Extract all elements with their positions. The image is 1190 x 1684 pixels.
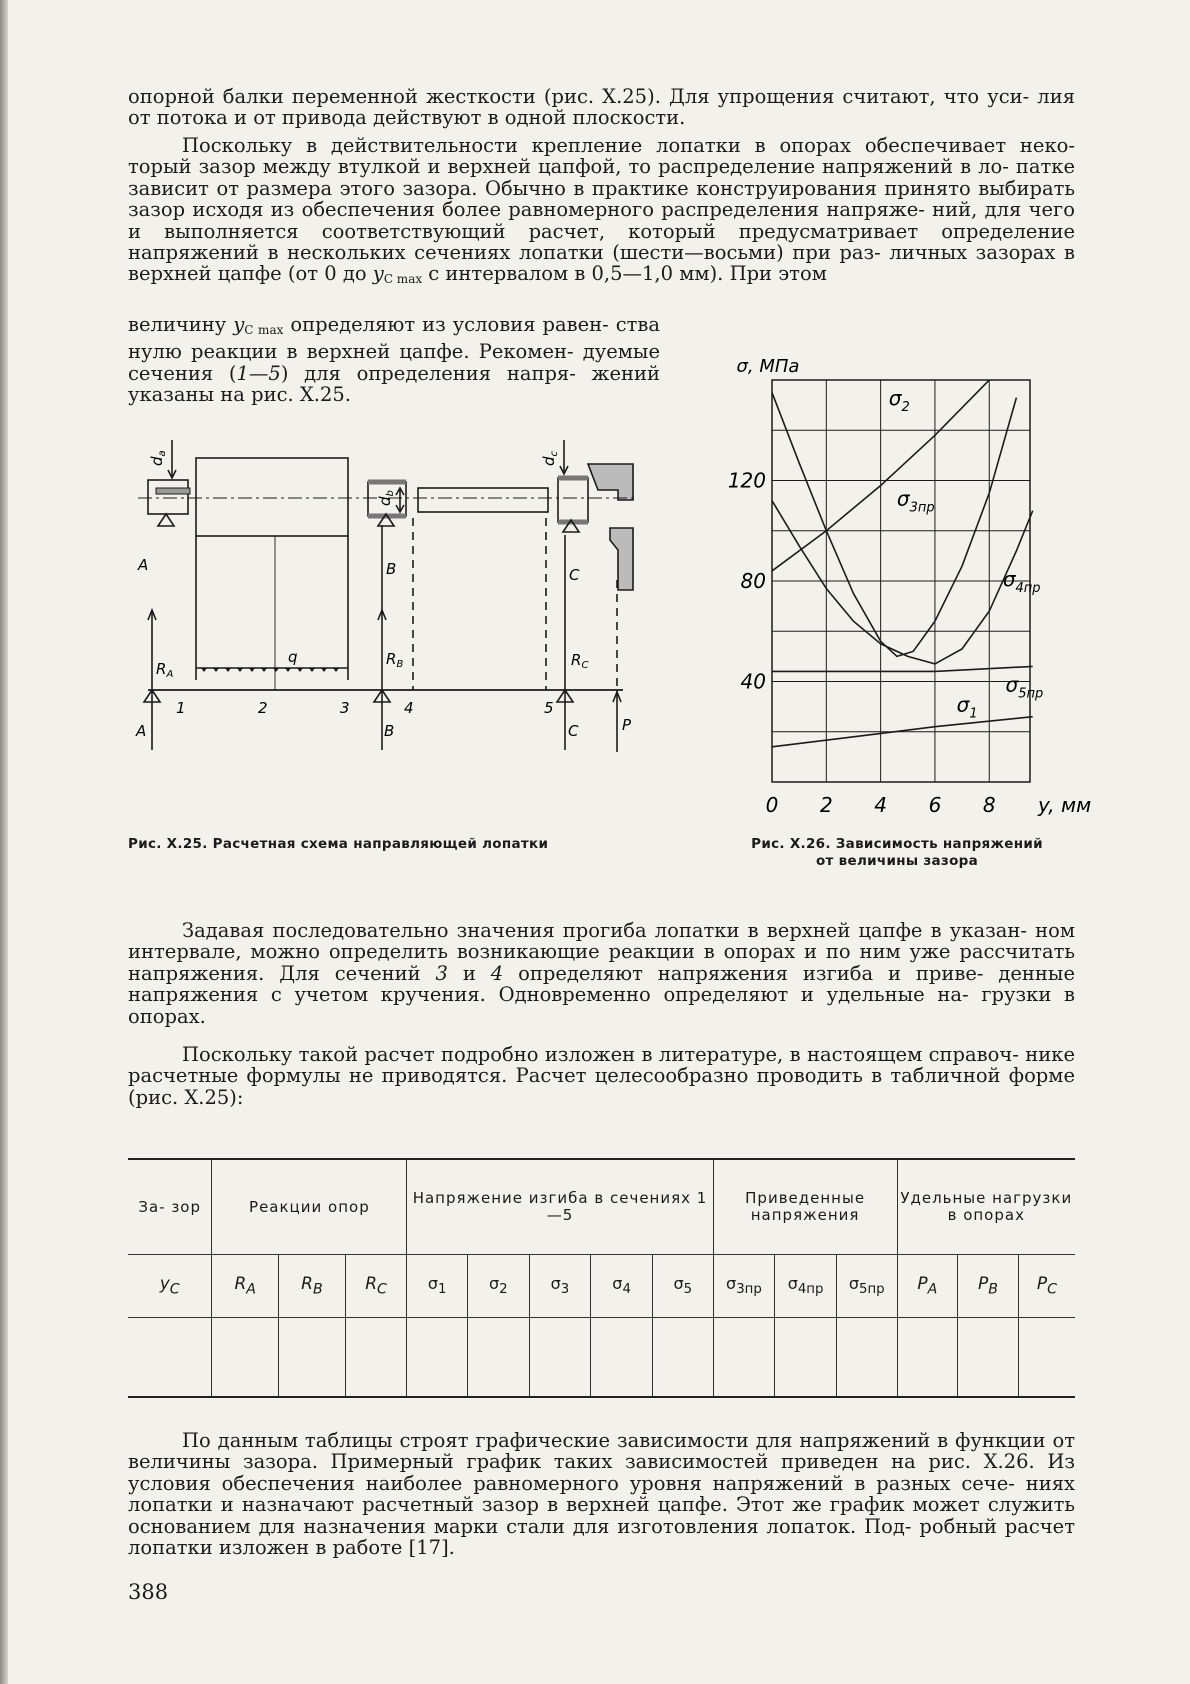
paragraph-3-text-a: величину: [128, 313, 234, 336]
col-pa: $P_A$: [897, 1255, 958, 1318]
col-rc: $R_C$: [345, 1255, 407, 1318]
paragraph-3: [128, 314, 660, 406]
table-cell: [652, 1318, 713, 1398]
paragraph-5: Поскольку такой расчет подробно изложен в литературе, в настоящем справоч- нике расчетные формулы не приводятся. Расчет целесообразно проводить в табличной форме (рис. X.25):: [128, 1043, 1075, 1109]
label-rc: $R_C$: [571, 651, 589, 671]
label-rb: $R_B$: [386, 650, 404, 670]
table-cell: [713, 1318, 775, 1398]
header-bending-stress: Напряжение изгиба в сечениях 1—5: [407, 1159, 713, 1255]
section-5: 5: [544, 699, 554, 717]
col-sigma-4pr: $\sigma_{4пр}$: [775, 1255, 837, 1318]
x-tick-label: 6: [928, 793, 942, 817]
table-group-header-row: [128, 1159, 1075, 1255]
paragraph-6: По данным таблицы строят графические зависимости для напряжений в функции от величины зазора. Примерный график таких зависимостей приведен на рис. X.26. Из условия обеспечения наиболее равномерного уровня напряжений в разных сече- ниях лопатки и назначают расчетный зазор в верхней цапфе. Этот же график может служить основанием для назначения марки стали для изготовления лопаток. Под- робный расчет лопатки изложен в работе [17].: [128, 1429, 1075, 1560]
upper-hub: [588, 464, 633, 500]
table-symbol-row: [128, 1255, 1075, 1318]
caption-fig-x26: [712, 836, 1082, 870]
col-yc: $y_C$: [128, 1255, 212, 1318]
series-label-σ4пр: $\sigma_{4пр}$: [1002, 567, 1041, 597]
section-4: 4: [404, 699, 414, 717]
figure-x25-schematic: [128, 440, 688, 820]
y-tick-label: 40: [740, 669, 766, 694]
series-label-σ1: $\sigma_1$: [956, 692, 978, 722]
section-2: 2: [258, 699, 268, 717]
table-cell: [836, 1318, 897, 1398]
table-cell: [775, 1318, 837, 1398]
label-db: $d_b$: [376, 490, 396, 506]
lower-bushing-hatch: [156, 488, 190, 494]
header-reactions: Реакции опор: [212, 1159, 407, 1255]
x-tick-label: 0: [765, 793, 779, 817]
col-sigma-3: $\sigma_3$: [529, 1255, 591, 1318]
lever-arm: [610, 528, 633, 590]
label-b-bottom: B: [384, 722, 395, 740]
table-cell: [128, 1318, 212, 1398]
table-cell: [897, 1318, 958, 1398]
col-ra: $R_A$: [212, 1255, 279, 1318]
header-specific-loads: Удельные нагрузки в опорах: [897, 1159, 1075, 1255]
table-cell: [958, 1318, 1019, 1398]
col-pc: $P_C$: [1018, 1255, 1075, 1318]
col-rb: $R_B$: [279, 1255, 346, 1318]
paragraph-2-text-a: Поскольку в действительности крепление лопатки в опорах обеспечивает неко- торый зазор между втулкой и верхней цапфой, то распределение напряжений в ло- патке зависит от размера этого зазора. Обычно в практике конструирования принято выбирать зазор исходя из обеспечения более равномерного распределения напряже- ний, для чего и выполняется соответствующий расчет, который предусматривает определение напряжений в нескольких сечениях лопатки (шести—восьми) при раз- личных зазорах в верхней цапфе (от 0 до: [128, 134, 1075, 286]
header-reduced-stress: Приведенные напряжения: [713, 1159, 897, 1255]
col-sigma-1: $\sigma_1$: [407, 1255, 468, 1318]
section-3: 3: [340, 699, 350, 717]
x-tick-label: 2: [819, 793, 833, 817]
paragraph-2-y-subscript: C max: [383, 272, 423, 287]
paragraph-1: опорной балки переменной жесткости (рис. X.25). Для упрощения считают, что уси- лия от потока и от привода действуют в одной плоскости.: [128, 85, 1075, 130]
blade-shaft: [418, 488, 548, 512]
label-p: P: [622, 716, 632, 734]
page-number: 388: [128, 1580, 169, 1604]
col-pb: $P_B$: [958, 1255, 1019, 1318]
paragraph-3-y-subscript: C max: [244, 323, 284, 337]
label-da: $d_a$: [148, 450, 168, 466]
table-cell: [591, 1318, 653, 1398]
col-sigma-5: $\sigma_5$: [652, 1255, 713, 1318]
figure-x26-chart: [700, 350, 1092, 820]
series-label-σ5пр: $\sigma_{5пр}$: [1005, 672, 1044, 702]
label-q: q: [288, 648, 298, 666]
label-a-bottom: A: [136, 722, 147, 740]
table-cell: [1018, 1318, 1075, 1398]
col-sigma-3pr: $\sigma_{3пр}$: [713, 1255, 775, 1318]
col-sigma-4: $\sigma_4$: [591, 1255, 653, 1318]
upper-journal: [558, 478, 588, 522]
label-ra: $R_A$: [156, 660, 174, 680]
paragraph-3-sections: 1—5: [236, 361, 281, 385]
table-row: [128, 1318, 1075, 1398]
header-gap: За- зор: [128, 1159, 212, 1255]
series-σ3пр: [772, 393, 1016, 657]
col-sigma-2: $\sigma_2$: [468, 1255, 530, 1318]
series-label-σ2: $\sigma_2$: [888, 386, 910, 416]
calculation-table: [128, 1158, 1075, 1398]
paragraph-3-text-c: ) для определения напря- жений указаны на рис. X.25.: [128, 361, 660, 407]
paragraph-4-section-3: 3: [435, 961, 448, 985]
chart-labels: [728, 356, 1091, 817]
caption-fig-x25: Рис. X.25. Расчетная схема направляющей лопатки: [128, 836, 549, 852]
chart-series: [772, 380, 1033, 747]
blade-body: [196, 458, 348, 536]
paragraph-4-section-4: 4: [490, 961, 504, 985]
paragraph-4: [128, 920, 1075, 1027]
table-cell: [345, 1318, 407, 1398]
x-axis-label: y, мм: [1038, 793, 1092, 817]
table-cell: [279, 1318, 346, 1398]
caption-fig-x26-line1: Рис. X.26. Зависимость напряжений: [751, 836, 1043, 852]
label-a-top: A: [138, 556, 149, 574]
table-cell: [529, 1318, 591, 1398]
table-cell: [468, 1318, 530, 1398]
col-sigma-5pr: $\sigma_{5пр}$: [836, 1255, 897, 1318]
y-tick-label: 120: [727, 468, 766, 493]
x-tick-label: 4: [874, 793, 887, 817]
paragraph-2: [128, 135, 1075, 291]
paragraph-4-text-c: определяют напряжения изгиба и приве- денные напряжения с учетом кручения. Одновременно определяют и удельные на- грузки в опорах.: [128, 961, 1075, 1028]
table-cell: [407, 1318, 468, 1398]
paragraph-3-text-b: определяют из условия равен- ства нулю реакции в верхней цапфе. Рекомен- дуемые сечения (: [128, 313, 661, 385]
label-dc: $d_c$: [540, 450, 560, 466]
y-axis-label: σ, МПа: [736, 356, 800, 377]
series-σ5пр: [772, 666, 1033, 671]
table-cell: [212, 1318, 279, 1398]
section-1: 1: [176, 699, 186, 717]
paragraph-2-y-symbol: y: [372, 262, 384, 286]
paragraph-4-text-a: Задавая последовательно значения прогиба лопатки в верхней цапфе в указан- ном интервале, можно определить возникающие реакции в опорах и по ним уже рассчитать напряжения. Для сечений: [128, 919, 1075, 985]
paragraph-3-y-symbol: y: [233, 313, 245, 336]
series-σ4пр: [772, 501, 1033, 664]
label-c-bottom: C: [568, 722, 579, 740]
paragraph-4-text-b: и: [447, 961, 491, 985]
series-label-σ3пр: $\sigma_{3пр}$: [896, 486, 935, 516]
caption-fig-x26-line2: от величины зазора: [815, 853, 979, 869]
paragraph-2-text-b: с интервалом в 0,5—1,0 мм). При этом: [422, 262, 827, 286]
y-tick-label: 80: [740, 569, 766, 593]
label-c-top: C: [569, 566, 580, 584]
x-tick-label: 8: [982, 793, 996, 817]
lower-journal: [148, 480, 188, 514]
label-b-top: B: [386, 560, 397, 578]
